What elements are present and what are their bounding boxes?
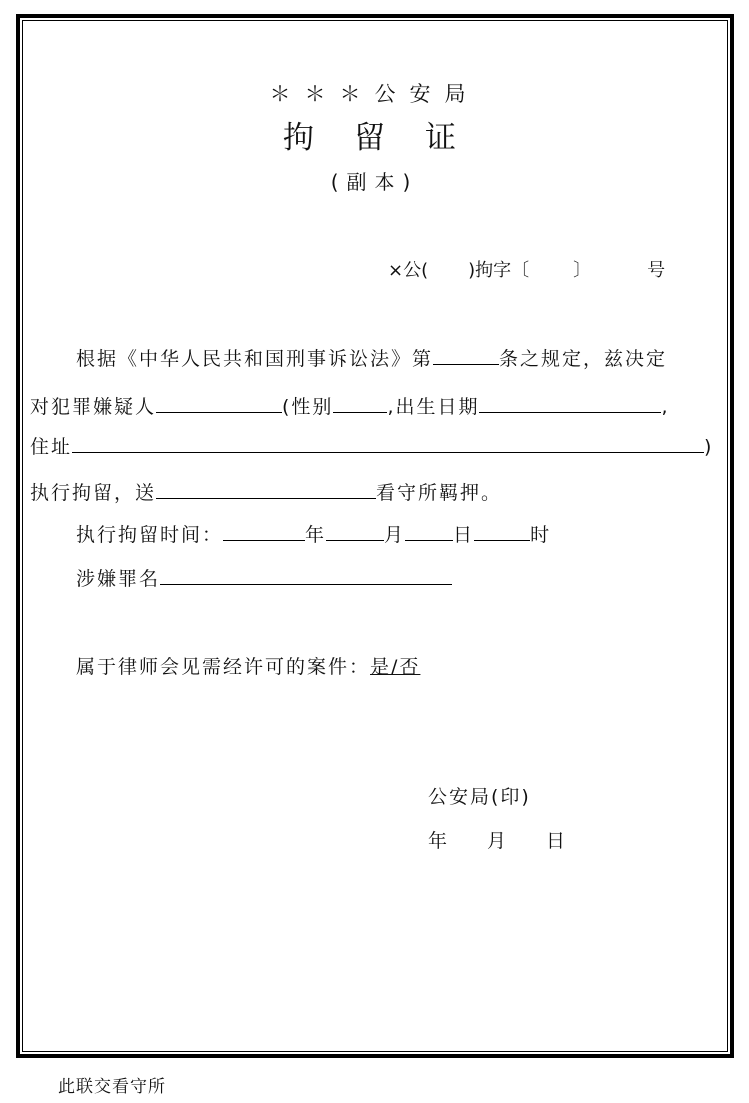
- doc-number-mid: )拘字〔: [468, 260, 530, 281]
- birth-date-label: ,出生日期: [387, 396, 480, 418]
- birth-date-field[interactable]: [479, 394, 661, 413]
- doc-number-hao: 号: [647, 260, 666, 281]
- month-label: 月: [384, 524, 406, 546]
- day-label: 日: [453, 524, 475, 546]
- copy-label: (副本): [330, 170, 419, 194]
- address-label: 住址: [30, 436, 73, 458]
- lawyer-meeting-value[interactable]: 是/否: [370, 656, 421, 678]
- lawyer-meeting-label: 属于律师会见需经许可的案件：: [76, 656, 371, 678]
- year-field[interactable]: [223, 522, 305, 541]
- address-field[interactable]: [72, 434, 704, 453]
- footer-note: 此联交看守所: [58, 1077, 166, 1097]
- suspect-label: 对犯罪嫌疑人: [30, 396, 157, 418]
- month-field[interactable]: [326, 522, 384, 541]
- seal-month: 月: [487, 830, 509, 852]
- legal-basis-text: 根据《中华人民共和国刑事诉讼法》第: [76, 348, 434, 370]
- article-number-field[interactable]: [433, 346, 499, 365]
- paragraph-suspect: [30, 392, 670, 419]
- detention-time-row: [76, 520, 551, 547]
- comma: ,: [661, 396, 670, 418]
- hour-label: 时: [530, 524, 552, 546]
- gender-field[interactable]: [333, 394, 387, 413]
- crime-label: 涉嫌罪名: [76, 568, 161, 590]
- suspect-name-field[interactable]: [156, 394, 282, 413]
- day-field[interactable]: [405, 522, 453, 541]
- detention-center-suffix: 看守所羁押。: [376, 482, 503, 504]
- doc-number-prefix: ×公(: [388, 260, 429, 281]
- paragraph-address: [30, 432, 713, 459]
- document-title: 拘留证: [283, 120, 496, 156]
- seal-org: 公安局(印): [428, 786, 531, 808]
- hour-field[interactable]: [474, 522, 530, 541]
- crime-field[interactable]: [160, 566, 452, 585]
- gender-label: (性别: [282, 396, 334, 418]
- year-label: 年: [305, 524, 327, 546]
- doc-number-suffix: 〕: [573, 260, 592, 281]
- send-to-label: 执行拘留，送: [30, 482, 157, 504]
- seal-day: 日: [546, 830, 568, 852]
- close-paren: ): [704, 436, 714, 458]
- seal-year: 年: [428, 830, 450, 852]
- document-number: [388, 256, 665, 282]
- detention-time-label: 执行拘留时间：: [76, 524, 224, 546]
- legal-basis-text-end: 条之规定，兹决定: [499, 348, 668, 370]
- crime-row: [76, 564, 452, 591]
- detention-center-field[interactable]: [156, 480, 376, 499]
- paragraph-legal-basis: [76, 344, 667, 371]
- seal-date: [428, 826, 567, 853]
- issuing-bureau: ＊＊＊公安局: [269, 82, 480, 106]
- paragraph-detention-center: [30, 478, 502, 505]
- lawyer-meeting-row: [76, 652, 420, 679]
